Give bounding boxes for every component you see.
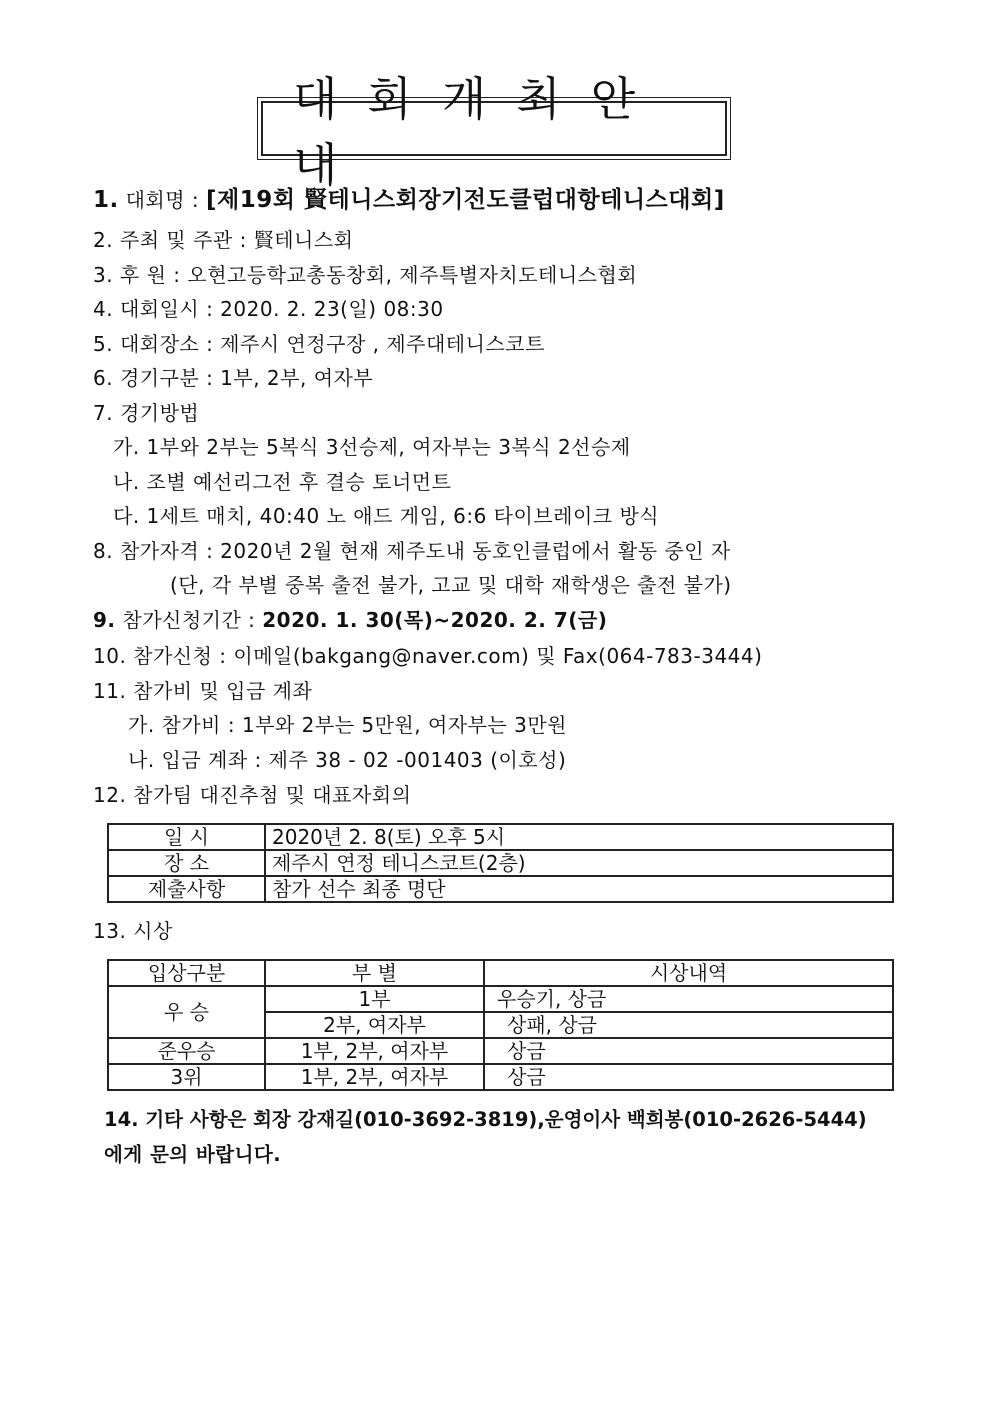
table-row (108, 1064, 893, 1090)
item-8: 8. 참가자격 : 2020년 2월 현재 제주도내 동호인클럽에서 활동 중인 자 (93, 539, 731, 563)
item-10: 10. 참가신청 : 이메일(bakgang@naver.com) 및 Fax(064-783-3444) (93, 644, 763, 668)
meeting-value: 2020년 2. 8(토) 오후 5시 (265, 824, 893, 850)
meeting-label: 제출사항 (108, 876, 265, 902)
item-1-number: 1. (93, 187, 119, 213)
item-9-label: 참가신청기간 : (122, 608, 256, 632)
prize: 상금 (484, 1038, 893, 1064)
item-7a: 가. 1부와 2부는 5복식 3선승제, 여자부는 3복식 2선승제 (113, 435, 631, 459)
division: 2부, 여자부 (265, 1012, 484, 1038)
rank: 준우승 (108, 1038, 265, 1064)
meeting-value: 참가 선수 최종 명단 (265, 876, 893, 902)
header-prize: 시상내역 (484, 960, 893, 986)
rank-winner: 우 승 (108, 986, 265, 1038)
table-row (108, 876, 893, 902)
item-4: 4. 대회일시 : 2020. 2. 23(일) 08:30 (93, 297, 444, 321)
meeting-table (107, 823, 894, 903)
meeting-value: 제주시 연정 테니스코트(2층) (265, 850, 893, 876)
item-3: 3. 후 원 : 오현고등학교총동창회, 제주특별자치도테니스협회 (93, 263, 638, 287)
item-14-line2: 에게 문의 바랍니다. (104, 1143, 282, 1166)
item-11: 11. 참가비 및 입금 계좌 (93, 679, 313, 703)
header-division: 부 별 (265, 960, 484, 986)
page-title: 대회개최안내 (261, 101, 727, 156)
item-1-label: 대회명 : (125, 188, 200, 212)
header-rank: 입상구분 (108, 960, 265, 986)
item-1-value: [제19회 賢테니스회장기전도클럽대항테니스대회] (206, 187, 725, 213)
prize: 상패, 상금 (484, 1012, 893, 1038)
meeting-label: 장 소 (108, 850, 265, 876)
item-6: 6. 경기구분 : 1부, 2부, 여자부 (93, 366, 374, 390)
awards-table (107, 959, 894, 1091)
item-5: 5. 대회장소 : 제주시 연정구장 , 제주대테니스코트 (93, 332, 545, 356)
table-row (108, 824, 893, 850)
item-12: 12. 참가팀 대진추첨 및 대표자회의 (93, 783, 412, 807)
prize: 상금 (484, 1064, 893, 1090)
rank: 3위 (108, 1064, 265, 1090)
table-row (108, 1038, 893, 1064)
table-header-row (108, 960, 893, 986)
item-9 (93, 607, 607, 633)
item-2: 2. 주최 및 주관 : 賢테니스회 (93, 228, 354, 252)
item-7c: 다. 1세트 매치, 40:40 노 애드 게임, 6:6 타이브레이크 방식 (113, 504, 660, 528)
division: 1부, 2부, 여자부 (265, 1038, 484, 1064)
table-row (108, 986, 893, 1012)
item-11b: 나. 입금 계좌 : 제주 38 - 02 -001403 (이호성) (128, 748, 567, 772)
division: 1부, 2부, 여자부 (265, 1064, 484, 1090)
item-8-note: (단, 각 부별 중복 출전 불가, 고교 및 대학 재학생은 출전 불가) (170, 573, 732, 597)
item-1 (93, 187, 725, 213)
item-9-value: 2020. 1. 30(목)~2020. 2. 7(금) (262, 608, 608, 632)
table-row (108, 850, 893, 876)
item-13: 13. 시상 (93, 919, 173, 943)
item-11a: 가. 참가비 : 1부와 2부는 5만원, 여자부는 3만원 (128, 713, 567, 737)
item-9-number: 9. (93, 608, 116, 632)
meeting-label: 일 시 (108, 824, 265, 850)
division: 1부 (265, 986, 484, 1012)
prize: 우승기, 상금 (484, 986, 893, 1012)
title-box (257, 71, 731, 192)
item-7: 7. 경기방법 (93, 401, 200, 425)
item-7b: 나. 조별 예선리그전 후 결승 토너먼트 (113, 470, 452, 494)
item-14-line1: 14. 기타 사항은 회장 강재길(010-3692-3819),운영이사 백희봉(010-2626-5444) (104, 1108, 867, 1131)
